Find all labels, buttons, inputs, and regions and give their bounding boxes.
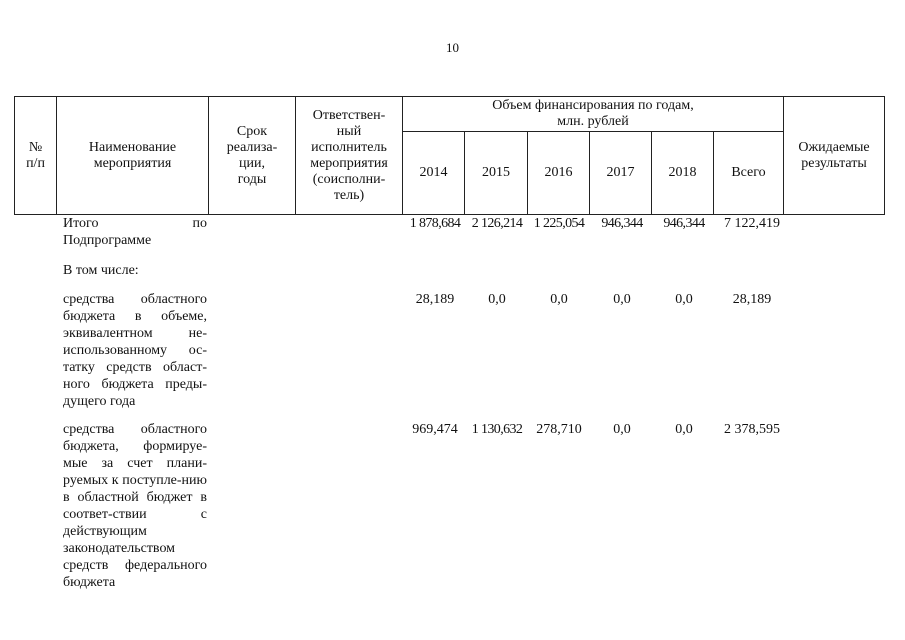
row-subheading: В том числе:	[63, 263, 139, 278]
row-federal-2018: 0,0	[675, 422, 693, 437]
header-responsible: Ответствен- ный исполнитель мероприятия (соисполни- тель)	[296, 97, 403, 215]
row-federal-sum: 2 378,595	[724, 422, 780, 437]
row-total-sum: 7 122,419	[724, 216, 780, 231]
row-carryover-name: средства областного бюджета в объеме, эквивалентном не-использованному ос-татку средств област-ного бюджета преды-дущего года	[63, 292, 207, 409]
row-carryover-2014: 28,189	[415, 292, 455, 307]
row-total-2018: 946,344	[663, 216, 705, 231]
row-carryover-2016: 0,0	[550, 292, 568, 307]
row-carryover-2017: 0,0	[613, 292, 631, 307]
header-funding: Объем финансирования по годам, млн. рублей	[403, 97, 784, 132]
header-year-2015: 2015	[465, 132, 528, 215]
header-num: № п/п	[15, 97, 57, 215]
row-carryover-sum: 28,189	[732, 292, 772, 307]
header-term: Срок реализа- ции, годы	[209, 97, 296, 215]
page-number: 10	[446, 40, 459, 55]
row-total-2014: 1 878,684	[409, 216, 461, 231]
header-results: Ожидаемые результаты	[784, 97, 885, 215]
header-year-2018: 2018	[652, 132, 714, 215]
row-federal-name: средства областного бюджета, формируе-мые за счет плани-руемых к поступле-нию в областной бюджет в соответ-ствии с действующим законодательством средств федерального бюджета	[63, 422, 207, 590]
header-year-2016: 2016	[528, 132, 590, 215]
row-federal-2016: 278,710	[536, 422, 582, 437]
header-year-2017: 2017	[590, 132, 652, 215]
header-year-2014: 2014	[403, 132, 465, 215]
header-total: Всего	[714, 132, 784, 215]
row-carryover-2018: 0,0	[675, 292, 693, 307]
row-carryover-2015: 0,0	[488, 292, 506, 307]
row-total-2015: 2 126,214	[471, 216, 523, 231]
header-name: Наименование мероприятия	[57, 97, 209, 215]
row-federal-2015: 1 130,632	[471, 422, 523, 437]
row-federal-2017: 0,0	[613, 422, 631, 437]
row-total-name: Итого по Подпрограмме	[63, 216, 207, 248]
row-total-2017: 946,344	[601, 216, 643, 231]
row-total-2016: 1 225,054	[533, 216, 585, 231]
row-federal-2014: 969,474	[412, 422, 458, 437]
